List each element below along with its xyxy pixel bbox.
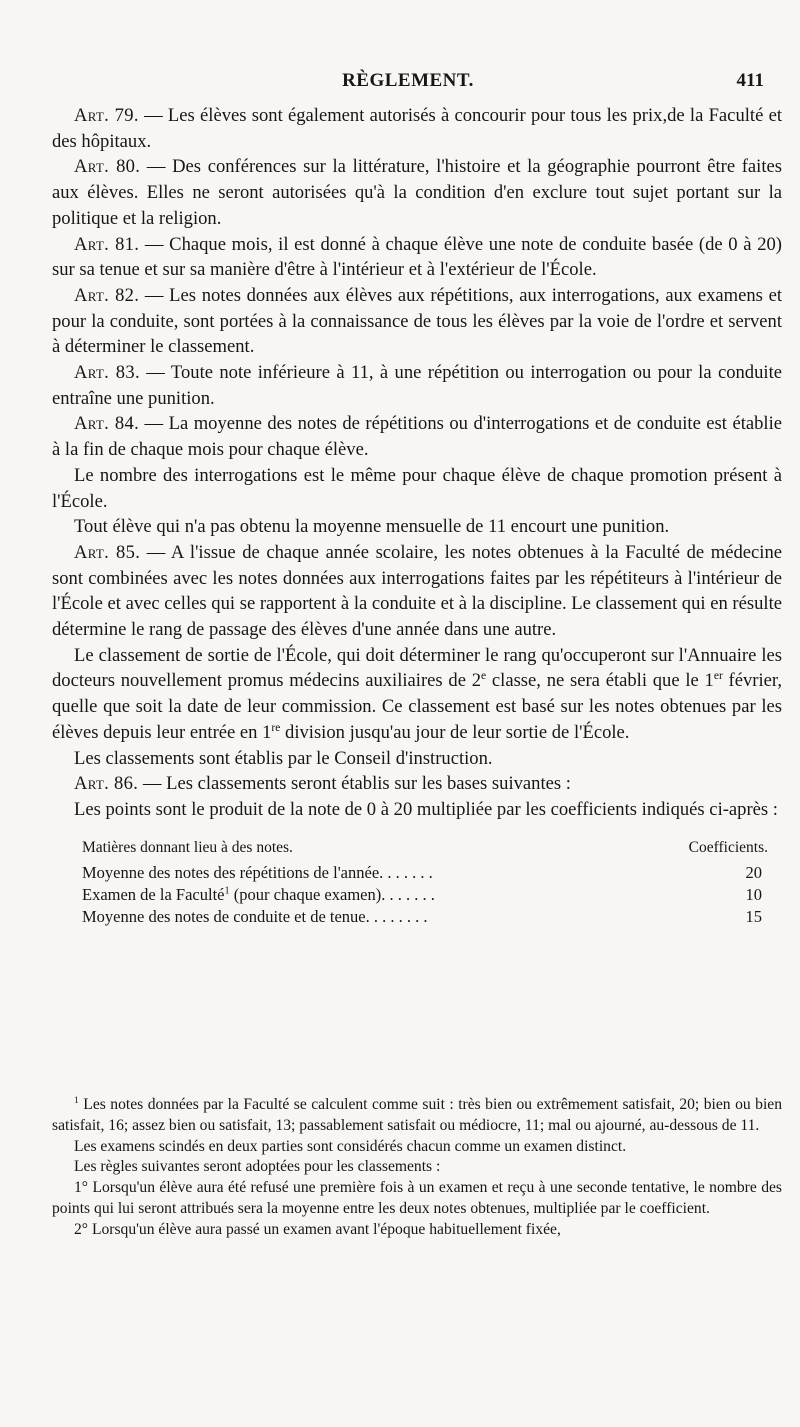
table-row	[52, 862, 782, 884]
footnote-paragraph: Les examens scindés en deux parties sont considérés chacun comme un examen distinct.	[74, 1137, 627, 1155]
footnotes	[52, 1095, 782, 1241]
text-run: division jusqu'au jour de leur sortie de l'École.	[280, 721, 630, 743]
article-text: — La moyenne des notes de répétitions ou d'interrogations et de conduite est établie à la fin de chaque mois pour chaque élève.	[52, 413, 782, 461]
rule-marker: 2°	[74, 1220, 89, 1238]
column-header-subject: Matières donnant lieu à des notes.	[82, 838, 293, 856]
article-label: Art. 80.	[74, 156, 141, 178]
article-text: — Les élèves sont également autorisés à concourir pour tous les prix,de la Faculté et des hôpitaux.	[52, 105, 782, 152]
rule-marker: 1°	[74, 1179, 89, 1197]
column-header-coefficient: Coefficients.	[688, 838, 768, 856]
table-row	[52, 884, 782, 906]
article-85	[52, 540, 782, 643]
article-text: — Des conférences sur la littérature, l'histoire et la géographie pourront être faites aux élèves. Elles ne seront autorisées qu'à la condition d'en exclure tout sujet portant sur la politique et la religion.	[52, 156, 782, 229]
text-run: classe, ne sera établi que le 1	[486, 670, 714, 692]
table-header	[52, 837, 782, 859]
article-text: — Toute note inférieure à 11, à une répétition ou interrogation ou pour la conduite entraîne une punition.	[52, 362, 782, 409]
footnote-marker: 1	[74, 1094, 79, 1106]
footnote-paragraph: Les règles suivantes seront adoptées pour les classements :	[74, 1158, 441, 1176]
footnote-1	[52, 1095, 782, 1137]
running-title: RÈGLEMENT.	[342, 70, 474, 91]
article-86-paragraph-2: Les points sont le produit de la note de 0 à 20 multipliée par les coefficients indiqués ci-après :	[74, 798, 778, 820]
article-label: Art. 85.	[74, 541, 141, 563]
page-header	[52, 70, 764, 100]
rule-text: Lorsqu'un élève aura été refusé une première fois à un examen et reçu à une seconde tentative, le nombre des points qui lui seront attribués sera la moyenne entre les deux notes obtenues, multipliée par le coefficient.	[52, 1179, 782, 1217]
row-coefficient: 10	[745, 884, 762, 904]
article-84	[52, 411, 782, 462]
article-84-paragraph-3: Tout élève qui n'a pas obtenu la moyenne mensuelle de 11 encourt une punition.	[74, 516, 670, 538]
footnote-rule-2	[52, 1220, 782, 1241]
superscript: re	[271, 721, 281, 734]
text-run: (pour chaque examen). . . . . . .	[229, 884, 435, 904]
superscript: e	[481, 670, 487, 683]
article-80	[52, 154, 782, 231]
article-text: — Les notes données aux élèves aux répétitions, aux interrogations, aux examens et pour la conduite, sont portées à la connaissance de tous les élèves par la voie de l'ordre et servent à déterminer le classement.	[52, 284, 783, 358]
article-text: — A l'issue de chaque année scolaire, les notes obtenues à la Faculté de médecine sont combinées avec les notes données aux interrogations faites par les répétiteurs à l'intérieur de l'École et avec celles qui se rapportent à la conduite et à la discipline. Le classement qui en résulte détermine le rang de passage des élèves d'une année dans une autre.	[52, 541, 782, 641]
article-83	[52, 360, 782, 411]
footnote-rule-1	[52, 1178, 782, 1220]
row-subject	[52, 884, 652, 906]
article-text: — Chaque mois, il est donné à chaque élève une note de conduite basée (de 0 à 20) sur sa tenue et sur sa manière d'être à l'intérieur et à l'extérieur de l'École.	[52, 233, 782, 281]
article-label: Art. 79.	[74, 105, 139, 126]
article-81	[52, 232, 782, 283]
article-79	[52, 103, 782, 154]
table-row	[52, 906, 782, 928]
text-run: Le classement de sortie de l'École, qui doit déterminer le rang qu'occuperont sur l'Annuaire les docteurs nouvellement promus médecins auxiliaires de 2	[52, 644, 782, 692]
rule-text: Lorsqu'un élève aura passé un examen avant l'époque habituellement fixée,	[88, 1220, 561, 1238]
footnote-text: Les notes données par la Faculté se calculent comme suit : très bien ou extrêmement satisfait, 20; bien ou bien satisfait, 16; assez bien ou satisfait, 13; passablement satisfait ou médiocre, 11; mal ou ajourné, au-dessous de 11.	[52, 1096, 782, 1134]
article-85-paragraph-3: Les classements sont établis par le Conseil d'instruction.	[74, 747, 493, 769]
row-subject: Moyenne des notes de conduite et de tenue. . . . . . . .	[82, 906, 428, 926]
text-run: février, quelle que soit la date de leur commission. Ce classement est basé sur les notes obtenues par les élèves depuis leur entrée en 1	[52, 670, 782, 743]
article-84-paragraph-2: Le nombre des interrogations est le même pour chaque élève de chaque promotion présent à l'École.	[52, 464, 782, 512]
row-coefficient: 15	[745, 906, 762, 926]
page-number: 411	[736, 70, 764, 91]
article-82	[52, 283, 782, 360]
footnote-reference: 1	[224, 885, 230, 897]
article-85-paragraph-2	[52, 643, 782, 746]
article-86	[52, 771, 782, 797]
article-label: Art. 81.	[74, 233, 140, 255]
article-label: Art. 84.	[74, 413, 140, 435]
article-text: — Les classements seront établis sur les bases suivantes :	[138, 773, 571, 795]
body-text	[52, 103, 782, 928]
article-label: Art. 86.	[74, 773, 139, 795]
row-coefficient: 20	[745, 862, 762, 882]
text-run: Examen de la Faculté	[82, 884, 225, 904]
row-subject: Moyenne des notes des répétitions de l'année. . . . . . .	[82, 862, 433, 882]
article-label: Art. 83.	[74, 362, 140, 384]
article-label: Art. 82.	[74, 284, 140, 306]
superscript: er	[713, 670, 723, 683]
coefficients-table	[52, 837, 782, 928]
